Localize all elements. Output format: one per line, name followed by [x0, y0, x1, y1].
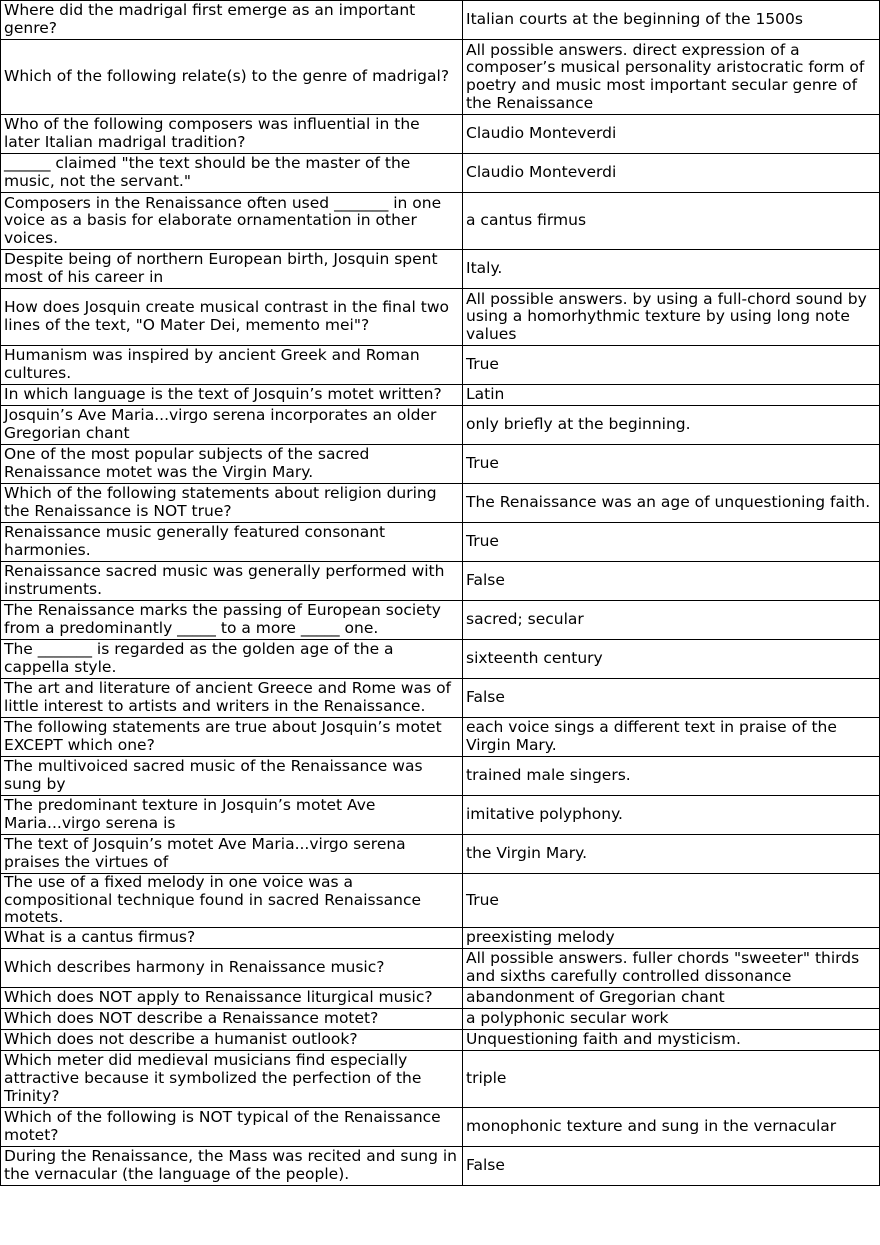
answer-cell: a cantus firmus: [463, 193, 880, 250]
question-cell: The _______ is regarded as the golden age of the a cappella style.: [1, 640, 463, 679]
table-row: [1, 1050, 880, 1107]
table-row: [1, 874, 880, 928]
answer-cell: True: [463, 346, 880, 385]
question-cell: Renaissance music generally featured consonant harmonies.: [1, 523, 463, 562]
table-row: [1, 154, 880, 193]
answer-cell: All possible answers. fuller chords "sweeter" thirds and sixths carefully controlled dissonance: [463, 948, 880, 987]
table-row: [1, 40, 880, 115]
question-cell: Humanism was inspired by ancient Greek and Roman cultures.: [1, 346, 463, 385]
table-row: [1, 484, 880, 523]
question-cell: The use of a fixed melody in one voice was a compositional technique found in sacred Renaissance motets.: [1, 874, 463, 928]
table-row: [1, 562, 880, 601]
question-cell: Which describes harmony in Renaissance music?: [1, 948, 463, 987]
answer-cell: True: [463, 523, 880, 562]
answer-cell: imitative polyphony.: [463, 796, 880, 835]
table-row: [1, 445, 880, 484]
table-row: [1, 757, 880, 796]
question-cell: What is a cantus firmus?: [1, 927, 463, 948]
answer-cell: sacred; secular: [463, 601, 880, 640]
table-row: [1, 948, 880, 987]
answer-cell: Claudio Monteverdi: [463, 154, 880, 193]
table-row: [1, 679, 880, 718]
question-cell: Where did the madrigal first emerge as an important genre?: [1, 1, 463, 40]
question-cell: ______ claimed "the text should be the master of the music, not the servant.": [1, 154, 463, 193]
table-row: [1, 1107, 880, 1146]
answer-cell: All possible answers. by using a full-chord sound by using a homorhythmic texture by using long note values: [463, 289, 880, 346]
question-cell: Who of the following composers was influential in the later Italian madrigal tradition?: [1, 115, 463, 154]
table-row: [1, 346, 880, 385]
table-row: [1, 927, 880, 948]
answer-cell: Italy.: [463, 250, 880, 289]
table-row: [1, 796, 880, 835]
question-cell: Renaissance sacred music was generally performed with instruments.: [1, 562, 463, 601]
answer-cell: sixteenth century: [463, 640, 880, 679]
question-cell: During the Renaissance, the Mass was recited and sung in the vernacular (the language of the people).: [1, 1146, 463, 1185]
answer-cell: All possible answers. direct expression of a composer’s musical personality aristocratic form of poetry and music most important secular genre of the Renaissance: [463, 40, 880, 115]
question-cell: How does Josquin create musical contrast in the final two lines of the text, "O Mater Dei, memento mei"?: [1, 289, 463, 346]
question-cell: The following statements are true about Josquin’s motet EXCEPT which one?: [1, 718, 463, 757]
question-cell: Which of the following statements about religion during the Renaissance is NOT true?: [1, 484, 463, 523]
answer-cell: True: [463, 874, 880, 928]
table-row: [1, 385, 880, 406]
answer-cell: monophonic texture and sung in the vernacular: [463, 1107, 880, 1146]
answer-cell: triple: [463, 1050, 880, 1107]
table-row: [1, 987, 880, 1008]
table-row: [1, 1, 880, 40]
question-cell: Josquin’s Ave Maria...virgo serena incorporates an older Gregorian chant: [1, 406, 463, 445]
answer-cell: True: [463, 445, 880, 484]
question-cell: The text of Josquin’s motet Ave Maria...virgo serena praises the virtues of: [1, 835, 463, 874]
table-row: [1, 601, 880, 640]
question-cell: The predominant texture in Josquin’s motet Ave Maria...virgo serena is: [1, 796, 463, 835]
table-row: [1, 523, 880, 562]
answer-cell: preexisting melody: [463, 927, 880, 948]
question-cell: Despite being of northern European birth, Josquin spent most of his career in: [1, 250, 463, 289]
table-row: [1, 289, 880, 346]
question-cell: The multivoiced sacred music of the Renaissance was sung by: [1, 757, 463, 796]
table-row: [1, 193, 880, 250]
table-row: [1, 1146, 880, 1185]
question-cell: The Renaissance marks the passing of European society from a predominantly _____ to a more _____ one.: [1, 601, 463, 640]
answer-cell: Italian courts at the beginning of the 1500s: [463, 1, 880, 40]
question-cell: In which language is the text of Josquin’s motet written?: [1, 385, 463, 406]
table-row: [1, 1008, 880, 1029]
answer-cell: Unquestioning faith and mysticism.: [463, 1029, 880, 1050]
answer-cell: only briefly at the beginning.: [463, 406, 880, 445]
answer-cell: the Virgin Mary.: [463, 835, 880, 874]
question-cell: Which of the following relate(s) to the genre of madrigal?: [1, 40, 463, 115]
table-row: [1, 250, 880, 289]
answer-cell: False: [463, 679, 880, 718]
answer-cell: False: [463, 1146, 880, 1185]
question-cell: Which does NOT describe a Renaissance motet?: [1, 1008, 463, 1029]
answer-cell: abandonment of Gregorian chant: [463, 987, 880, 1008]
answer-cell: each voice sings a different text in praise of the Virgin Mary.: [463, 718, 880, 757]
question-cell: The art and literature of ancient Greece and Rome was of little interest to artists and writers in the Renaissance.: [1, 679, 463, 718]
question-cell: Which meter did medieval musicians find especially attractive because it symbolized the perfection of the Trinity?: [1, 1050, 463, 1107]
table-row: [1, 406, 880, 445]
question-cell: Which of the following is NOT typical of the Renaissance motet?: [1, 1107, 463, 1146]
answer-cell: trained male singers.: [463, 757, 880, 796]
answer-cell: False: [463, 562, 880, 601]
question-cell: One of the most popular subjects of the sacred Renaissance motet was the Virgin Mary.: [1, 445, 463, 484]
question-cell: Which does not describe a humanist outlook?: [1, 1029, 463, 1050]
table-row: [1, 718, 880, 757]
answer-cell: Claudio Monteverdi: [463, 115, 880, 154]
table-row: [1, 835, 880, 874]
table-row: [1, 1029, 880, 1050]
answer-cell: a polyphonic secular work: [463, 1008, 880, 1029]
table-row: [1, 115, 880, 154]
answer-cell: The Renaissance was an age of unquestioning faith.: [463, 484, 880, 523]
question-cell: Which does NOT apply to Renaissance liturgical music?: [1, 987, 463, 1008]
table-row: [1, 640, 880, 679]
answer-cell: Latin: [463, 385, 880, 406]
question-cell: Composers in the Renaissance often used _______ in one voice as a basis for elaborate ornamentation in other voices.: [1, 193, 463, 250]
